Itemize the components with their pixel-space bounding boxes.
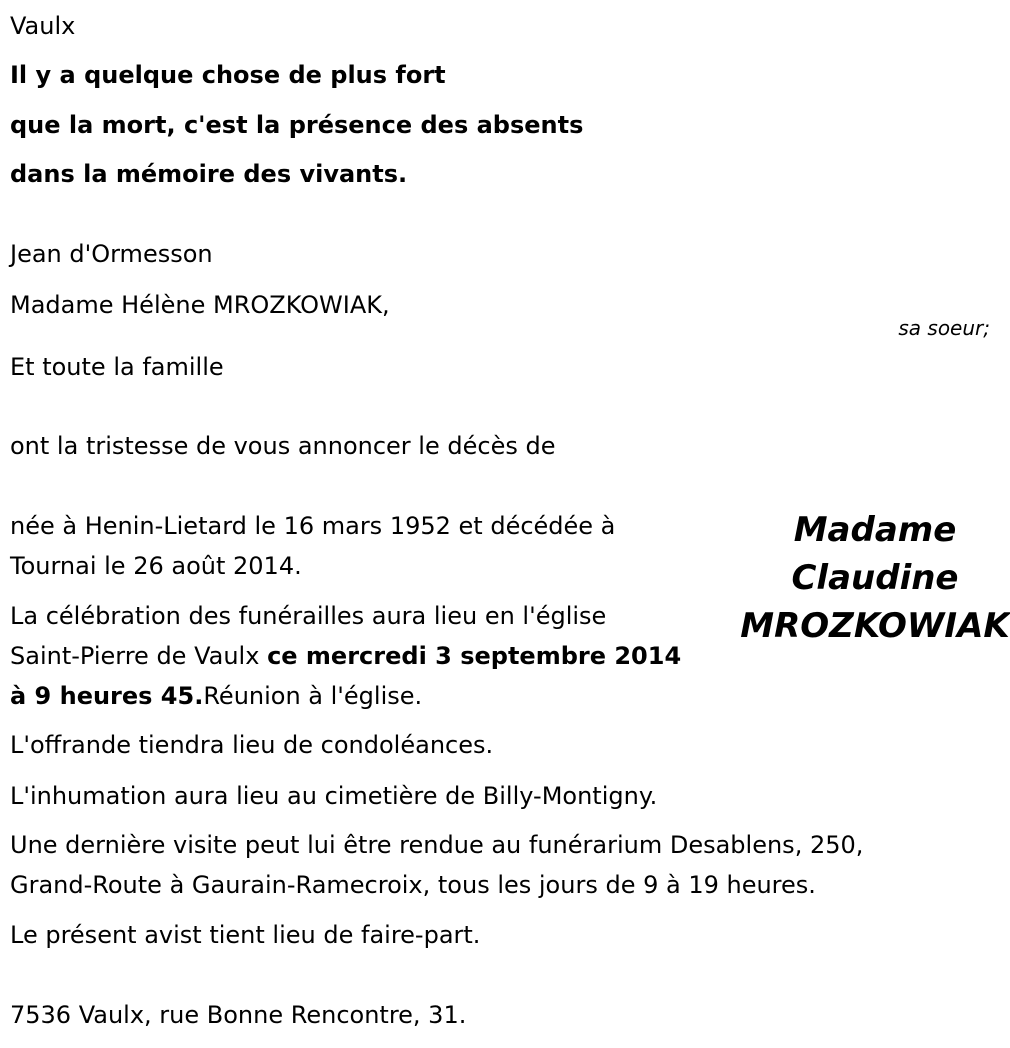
funeral-line-3 — [10, 676, 422, 716]
family-others: Et toute la famille — [10, 353, 224, 381]
funeral-meeting: Réunion à l'église. — [203, 682, 423, 710]
place-name: Vaulx — [10, 12, 76, 40]
deceased-last-name: MROZKOWIAK — [740, 606, 1010, 646]
birth-death-line-2: Tournai le 26 août 2014. — [10, 552, 302, 580]
funeral-time: à 9 heures 45. — [10, 682, 204, 710]
funeral-line-1: La célébration des funérailles aura lieu en l'église — [10, 602, 607, 630]
burial-text: L'inhumation aura lieu au cimetière de Billy-Montigny. — [10, 782, 658, 810]
funeral-line-2 — [10, 636, 681, 676]
quote-line-3: dans la mémoire des vivants. — [10, 160, 408, 188]
deceased-name — [740, 506, 1010, 650]
quote-line-2: que la mort, c'est la présence des absents — [10, 111, 584, 139]
offering-text: L'offrande tiendra lieu de condoléances. — [10, 731, 494, 759]
visit-line-2: Grand-Route à Gaurain-Ramecroix, tous les jours de 9 à 19 heures. — [10, 871, 816, 899]
deceased-first-name: Claudine — [791, 558, 959, 598]
sister-relation: sa soeur; — [898, 316, 990, 340]
visit-line-1: Une dernière visite peut lui être rendue au funérarium Desablens, 250, — [10, 831, 864, 859]
sister-name: Madame Hélène MROZKOWIAK, — [10, 291, 390, 319]
funeral-church: Saint-Pierre de Vaulx — [10, 642, 268, 670]
birth-death-line-1: née à Henin-Lietard le 16 mars 1952 et décédée à — [10, 512, 616, 540]
quote-author: Jean d'Ormesson — [10, 240, 213, 268]
announcement-text: ont la tristesse de vous annoncer le décès de — [10, 432, 556, 460]
funeral-date: ce mercredi 3 septembre 2014 — [267, 642, 682, 670]
quote-line-1: Il y a quelque chose de plus fort — [10, 61, 446, 89]
notice-text: Le présent avist tient lieu de faire-part. — [10, 921, 481, 949]
address-text: 7536 Vaulx, rue Bonne Rencontre, 31. — [10, 1001, 467, 1029]
deceased-title: Madame — [793, 510, 957, 550]
